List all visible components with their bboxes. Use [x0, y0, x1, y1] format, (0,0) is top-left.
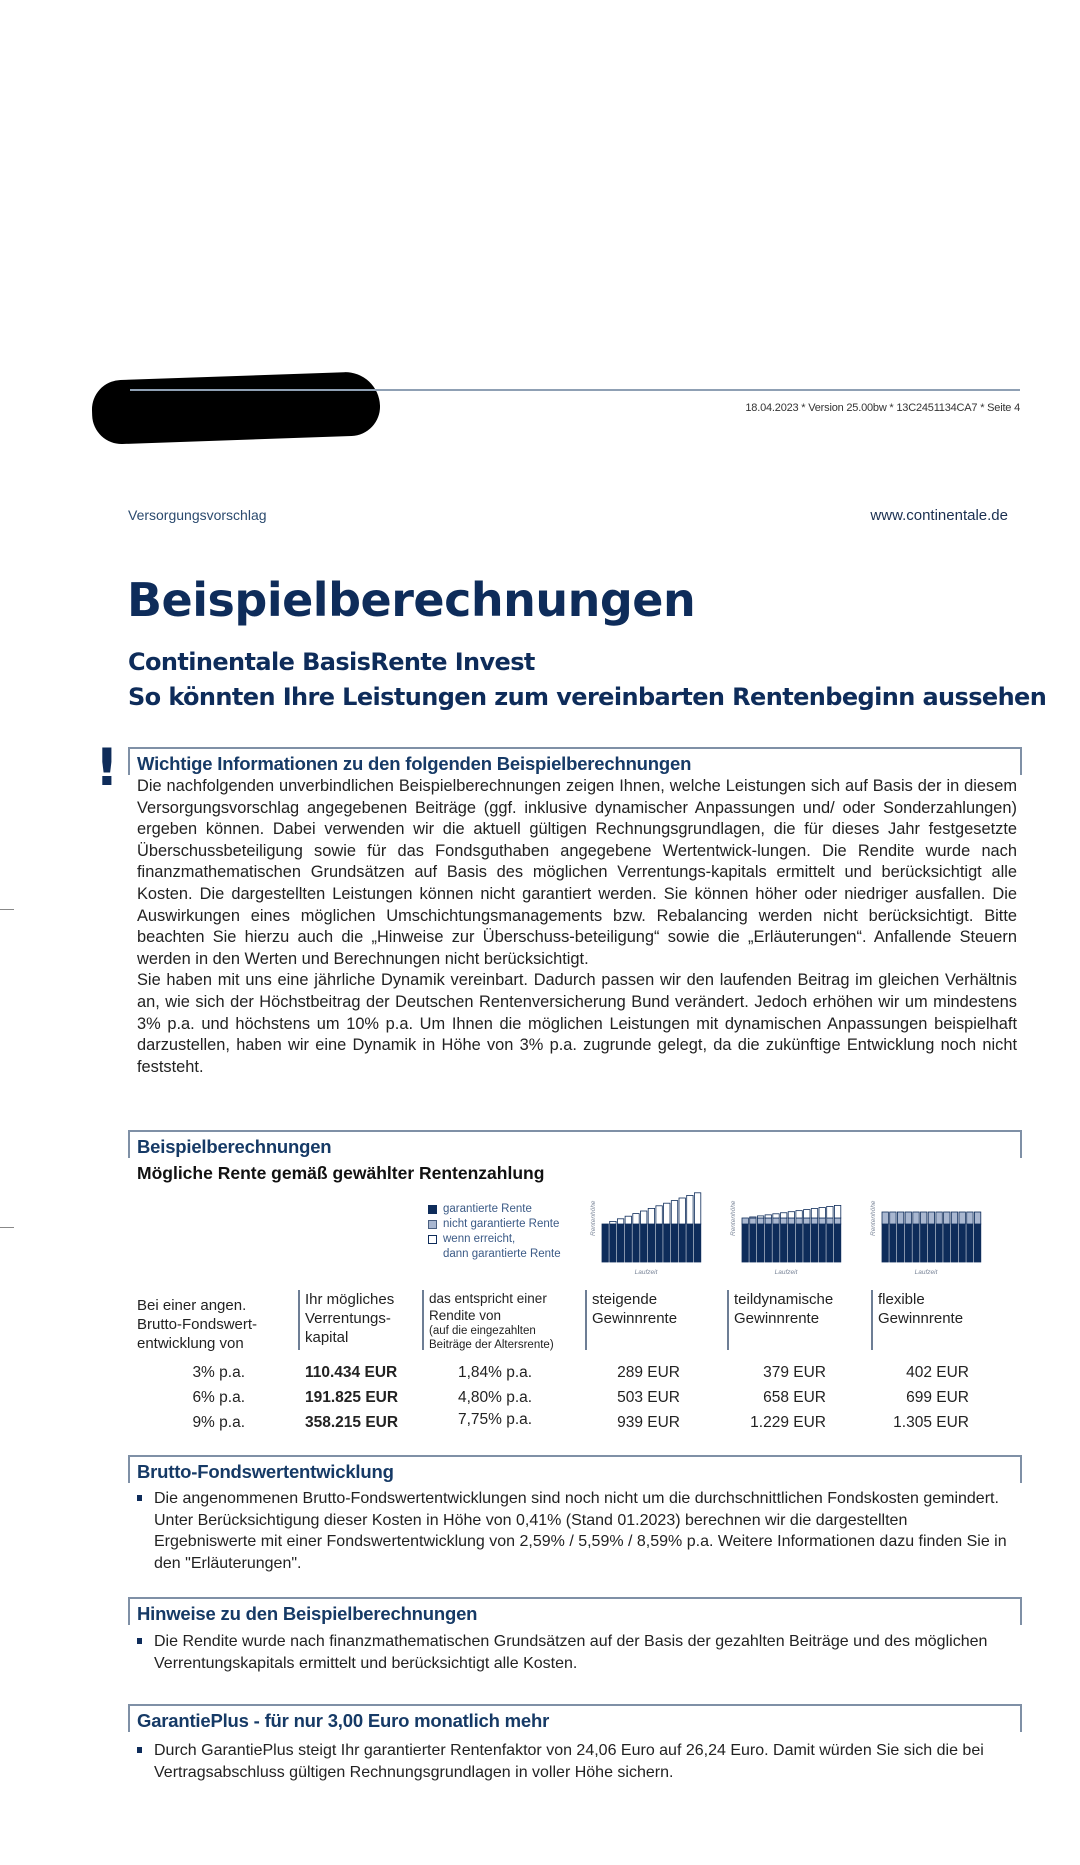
cell-teildynamisch: 658 EUR: [763, 1389, 826, 1406]
calc-box: [130, 1130, 1020, 1160]
exclamation-icon: !: [95, 738, 119, 798]
bar-guaranteed: [882, 1224, 888, 1262]
col-header-flexibel: [878, 1290, 963, 1328]
bar-guaranteed: [742, 1224, 748, 1262]
bar-not-guaranteed: [765, 1218, 771, 1224]
cell-flexibel: 699 EUR: [906, 1389, 969, 1406]
column-divider: [727, 1290, 729, 1350]
bar-not-guaranteed: [905, 1212, 911, 1224]
col-header-teildynamisch: [734, 1290, 833, 1328]
garantie-box: [130, 1704, 1020, 1734]
bar-guaranteed: [827, 1224, 833, 1262]
header-line: Gewinnrente: [592, 1310, 678, 1327]
bar-guaranteed: [804, 1224, 810, 1262]
bar-not-guaranteed: [781, 1218, 787, 1224]
bar-not-guaranteed: [967, 1212, 973, 1224]
bar-guaranteed: [944, 1224, 950, 1262]
legend-label: garantierte Rente: [443, 1203, 532, 1215]
cell-flexibel: 402 EUR: [906, 1364, 969, 1381]
legend-swatch-guaranteed: [428, 1205, 437, 1214]
cell-growth: 9% p.a.: [192, 1414, 245, 1431]
header-line: Gewinnrente: [734, 1310, 820, 1327]
bar-not-guaranteed: [897, 1212, 903, 1224]
brutto-text: Die angenommenen Brutto-Fondswertentwicklungen sind noch nicht um die durchschnittlichen Fondskosten gemindert. Unter Berücksichtigung dieser Kosten in Höhe von 0,41% (Stand 01.2023) berechnen wir die dargestellten Ergebniswerte mit einer Fondswertentwicklung von 2,59% / 5,59% / 8,59% p.a. Weitere Informationen dazu finden Sie in den "Erläuterungen".: [154, 1490, 1007, 1572]
bar-guaranteed: [921, 1224, 927, 1262]
bar-if-reached: [641, 1211, 647, 1224]
header-note: Beiträge der Altersrente): [429, 1339, 554, 1351]
important-info-heading: Wichtige Informationen zu den folgenden Beispielberechnungen: [137, 753, 692, 774]
bar-if-reached: [773, 1214, 779, 1218]
bar-not-guaranteed: [827, 1218, 833, 1224]
header-line: Brutto-Fondswert-: [137, 1316, 258, 1333]
bar-guaranteed: [765, 1224, 771, 1262]
bar-if-reached: [687, 1195, 693, 1224]
bar-not-guaranteed: [819, 1218, 825, 1224]
bar-not-guaranteed: [750, 1218, 756, 1224]
product-name: Continentale BasisRente Invest: [128, 648, 535, 676]
important-info-para-2: Sie haben mit uns eine jährliche Dynamik vereinbart. Dadurch passen wir den laufenden Beitrag im gleichen Verhältnis an, wie sich der Höchstbeitrag der Deutschen Rentenversicherung Bund verändert. Jedoch erhöhen wir um mindestens 3% p.a. und höchstens um 10% p.a. Um Ihnen die möglichen Leistungen mit dynamischen Anpassungen beispielhaft darzustellen, haben wir eine Dynamik in Höhe von 3% p.a. zugrunde gelegt, da die zukünftige Entwicklung noch nicht feststeht.: [137, 971, 1017, 1076]
header-line: kapital: [305, 1329, 349, 1346]
cell-flexibel: 1.305 EUR: [893, 1414, 969, 1431]
bar-if-reached: [834, 1205, 840, 1218]
bar-not-guaranteed: [788, 1218, 794, 1224]
bar-if-reached: [671, 1201, 677, 1224]
bar-guaranteed: [648, 1224, 654, 1262]
bar-not-guaranteed: [974, 1212, 980, 1224]
cell-yield: 7,75% p.a.: [458, 1411, 533, 1428]
header-line: flexible: [878, 1291, 925, 1308]
hinweise-text: Die Rendite wurde nach finanzmathematischen Grundsätzen auf der Basis der gezahlten Beiträge und des möglichen Verrentungskapitals ermittelt und berücksichtigt alle Kosten.: [154, 1633, 988, 1672]
bar-if-reached: [750, 1217, 756, 1218]
garantie-heading: GarantiePlus - für nur 3,00 Euro monatlich mehr: [137, 1710, 550, 1731]
chart-y-label: Rentenhöhe: [870, 1200, 877, 1236]
header-line: Verrentungs-: [305, 1310, 391, 1327]
chart-x-label: Laufzeit: [774, 1269, 798, 1276]
cell-yield: 4,80% p.a.: [458, 1389, 533, 1406]
bar-if-reached: [788, 1212, 794, 1218]
bullet-icon: [137, 1638, 142, 1644]
col-header-yield: [429, 1290, 554, 1352]
bar-if-reached: [633, 1214, 639, 1224]
fold-mark: [0, 909, 14, 910]
redacted-logo: [91, 371, 381, 445]
cell-capital: 191.825 EUR: [305, 1389, 399, 1406]
section-label: Versorgungsvorschlag: [128, 507, 267, 523]
bar-guaranteed: [913, 1224, 919, 1262]
chart-legend: [428, 1202, 561, 1262]
cell-teildynamisch: 1.229 EUR: [750, 1414, 826, 1431]
bar-guaranteed: [602, 1224, 608, 1262]
bar-if-reached: [819, 1208, 825, 1219]
bar-if-reached: [757, 1216, 763, 1218]
bar-guaranteed: [687, 1224, 693, 1262]
bar-if-reached: [648, 1208, 654, 1224]
bar-guaranteed: [671, 1224, 677, 1262]
bullet-icon: [137, 1495, 142, 1501]
header-line: entwicklung von: [137, 1335, 244, 1352]
bar-guaranteed: [788, 1224, 794, 1262]
bar-not-guaranteed: [804, 1218, 810, 1224]
document-meta: 18.04.2023 * Version 25.00bw * 13C2451134CA7 * Seite 4: [745, 402, 1020, 414]
hinweise-heading: Hinweise zu den Beispielberechnungen: [137, 1603, 478, 1624]
cell-steigend: 503 EUR: [617, 1389, 680, 1406]
bar-if-reached: [679, 1198, 685, 1224]
bar-guaranteed: [890, 1224, 896, 1262]
chart-y-label: Rentenhöhe: [730, 1200, 737, 1236]
brutto-heading: Brutto-Fondswertentwicklung: [137, 1461, 394, 1482]
legend-swatch-if-reached: [428, 1235, 437, 1244]
header-line: Rendite von: [429, 1308, 502, 1323]
garantie-bullet: [137, 1740, 1007, 1783]
garantie-text: Durch GarantiePlus steigt Ihr garantierter Rentenfaktor von 24,06 Euro auf 26,24 Euro. Damit würden Sie sich die bei Vertragsabschluss gültigen Rechnungsgrundlagen in voller Höhe sichern.: [154, 1742, 984, 1781]
cell-capital: 358.215 EUR: [305, 1414, 399, 1431]
header-line: teildynamische: [734, 1291, 834, 1308]
bar-guaranteed: [679, 1224, 685, 1262]
bar-not-guaranteed: [928, 1212, 934, 1224]
brutto-bullet: [137, 1488, 1007, 1574]
bar-if-reached: [610, 1221, 616, 1224]
bar-guaranteed: [796, 1224, 802, 1262]
bar-guaranteed: [834, 1224, 840, 1262]
bar-not-guaranteed: [811, 1218, 817, 1224]
mini-chart-flexibel: [866, 1192, 986, 1280]
hinweise-bullet: [137, 1631, 1007, 1674]
bar-if-reached: [765, 1215, 771, 1218]
bar-guaranteed: [905, 1224, 911, 1262]
bar-guaranteed: [928, 1224, 934, 1262]
bar-if-reached: [796, 1211, 802, 1218]
legend-label-cont: dann garantierte Rente: [443, 1248, 561, 1260]
chart-y-label: Rentenhöhe: [590, 1200, 597, 1236]
mini-chart-steigend: [586, 1192, 706, 1280]
col-header-capital: [305, 1290, 394, 1347]
bar-not-guaranteed: [921, 1212, 927, 1224]
bullet-icon: [137, 1747, 142, 1753]
mini-chart-teildynamisch: [726, 1192, 846, 1280]
bar-guaranteed: [617, 1224, 623, 1262]
header-rule: [130, 389, 1020, 391]
bar-guaranteed: [773, 1224, 779, 1262]
bar-guaranteed: [974, 1224, 980, 1262]
bar-guaranteed: [641, 1224, 647, 1262]
bar-guaranteed: [936, 1224, 942, 1262]
bar-not-guaranteed: [757, 1218, 763, 1224]
bar-guaranteed: [633, 1224, 639, 1262]
bar-guaranteed: [967, 1224, 973, 1262]
chart-x-label: Laufzeit: [914, 1269, 938, 1276]
bar-if-reached: [827, 1206, 833, 1218]
bar-not-guaranteed: [913, 1212, 919, 1224]
bar-guaranteed: [757, 1224, 763, 1262]
bar-not-guaranteed: [951, 1212, 957, 1224]
bar-not-guaranteed: [882, 1212, 888, 1224]
legend-if-reached: [428, 1232, 561, 1247]
header-line: Gewinnrente: [878, 1310, 964, 1327]
bar-if-reached: [804, 1210, 810, 1218]
bar-not-guaranteed: [959, 1212, 965, 1224]
column-divider: [871, 1290, 873, 1350]
bar-guaranteed: [897, 1224, 903, 1262]
bar-if-reached: [811, 1209, 817, 1218]
bar-not-guaranteed: [834, 1218, 840, 1224]
bar-if-reached: [781, 1213, 787, 1218]
legend-label: nicht garantierte Rente: [443, 1218, 560, 1230]
bar-not-guaranteed: [773, 1218, 779, 1224]
bar-not-guaranteed: [796, 1218, 802, 1224]
cell-yield: 1,84% p.a.: [458, 1364, 533, 1381]
hinweise-box: [130, 1597, 1020, 1627]
bar-guaranteed: [750, 1224, 756, 1262]
bar-guaranteed: [811, 1224, 817, 1262]
header-note: (auf die eingezahlten: [429, 1325, 536, 1337]
legend-not-guaranteed: [428, 1217, 561, 1232]
important-info-body: [137, 776, 1017, 1078]
header-line: steigende: [592, 1291, 658, 1308]
page-subtitle: So könnten Ihre Leistungen zum vereinbarten Rentenbeginn aussehen: [128, 683, 1047, 711]
header-line: das entspricht einer: [429, 1291, 547, 1306]
bar-guaranteed: [664, 1224, 670, 1262]
cell-capital: 110.434 EUR: [305, 1364, 398, 1381]
bar-guaranteed: [656, 1224, 662, 1262]
calc-heading: Beispielberechnungen: [137, 1136, 332, 1157]
important-info-box: [130, 747, 1020, 777]
header-line: Bei einer angen.: [137, 1297, 247, 1314]
brutto-box: [130, 1455, 1020, 1485]
website-link[interactable]: www.continentale.de: [870, 507, 1008, 524]
bar-guaranteed: [694, 1224, 700, 1262]
column-divider: [422, 1290, 424, 1350]
col-header-growth: [137, 1296, 257, 1353]
chart-x-label: Laufzeit: [634, 1269, 658, 1276]
bar-guaranteed: [625, 1224, 631, 1262]
calc-subheading: Mögliche Rente gemäß gewählter Rentenzahlung: [137, 1163, 545, 1183]
fold-mark: [0, 1227, 14, 1228]
bar-guaranteed: [819, 1224, 825, 1262]
bar-if-reached: [625, 1216, 631, 1224]
cell-teildynamisch: 379 EUR: [763, 1364, 826, 1381]
bar-not-guaranteed: [890, 1212, 896, 1224]
page-title: Beispielberechnungen: [127, 573, 696, 627]
bar-not-guaranteed: [936, 1212, 942, 1224]
legend-label: wenn erreicht,: [443, 1233, 516, 1245]
bar-if-reached: [664, 1203, 670, 1224]
bar-guaranteed: [951, 1224, 957, 1262]
bar-if-reached: [656, 1206, 662, 1224]
cell-steigend: 289 EUR: [617, 1364, 680, 1381]
column-divider: [585, 1290, 587, 1350]
col-header-steigend: [592, 1290, 677, 1328]
legend-swatch-not-guaranteed: [428, 1220, 437, 1229]
bar-guaranteed: [781, 1224, 787, 1262]
header-line: Ihr mögliches: [305, 1291, 395, 1308]
important-info-para-1: Die nachfolgenden unverbindlichen Beispielberechnungen zeigen Ihnen, welche Leistungen sich auf Basis der in diesem Versorgungsvorschlag angegebenen Beiträge (ggf. inklusive dynamischer Anpassungen und/ oder Sonderzahlungen) ergeben können. Dabei verwenden wir die aktuell gültigen Rechnungsgrundlagen, die für dieses Jahr festgesetzte Überschussbeteiligung sowie für das Fondsguthaben angegebene Wertentwick-lungen. Die Rendite wurde nach finanzmathematischen Grundsätzen auf Basis des möglichen Verrentungs-kapitals ermittelt und berücksichtigt alle Kosten. Die dargestellten Leistungen können nicht garantiert werden. Sie können höher oder niedriger ausfallen. Die Auswirkungen eines möglichen Umschichtungsmanagements bzw. Rebalancing werden nicht berücksichtigt. Bitte beachten Sie hierzu auch die „Hinweise zur Überschuss-beteiligung“ sowie die „Erläuterungen“. Anfallende Steuern werden in den Werten und Berechnungen nicht berücksichtigt.: [137, 777, 1017, 968]
bar-not-guaranteed: [742, 1218, 748, 1224]
cell-steigend: 939 EUR: [617, 1414, 680, 1431]
bar-not-guaranteed: [944, 1212, 950, 1224]
cell-growth: 3% p.a.: [192, 1364, 245, 1381]
bar-if-reached: [617, 1219, 623, 1224]
bar-guaranteed: [610, 1224, 616, 1262]
column-divider: [298, 1290, 300, 1350]
legend-guaranteed: [428, 1202, 561, 1217]
cell-growth: 6% p.a.: [192, 1389, 245, 1406]
bar-if-reached: [694, 1193, 700, 1224]
bar-guaranteed: [959, 1224, 965, 1262]
